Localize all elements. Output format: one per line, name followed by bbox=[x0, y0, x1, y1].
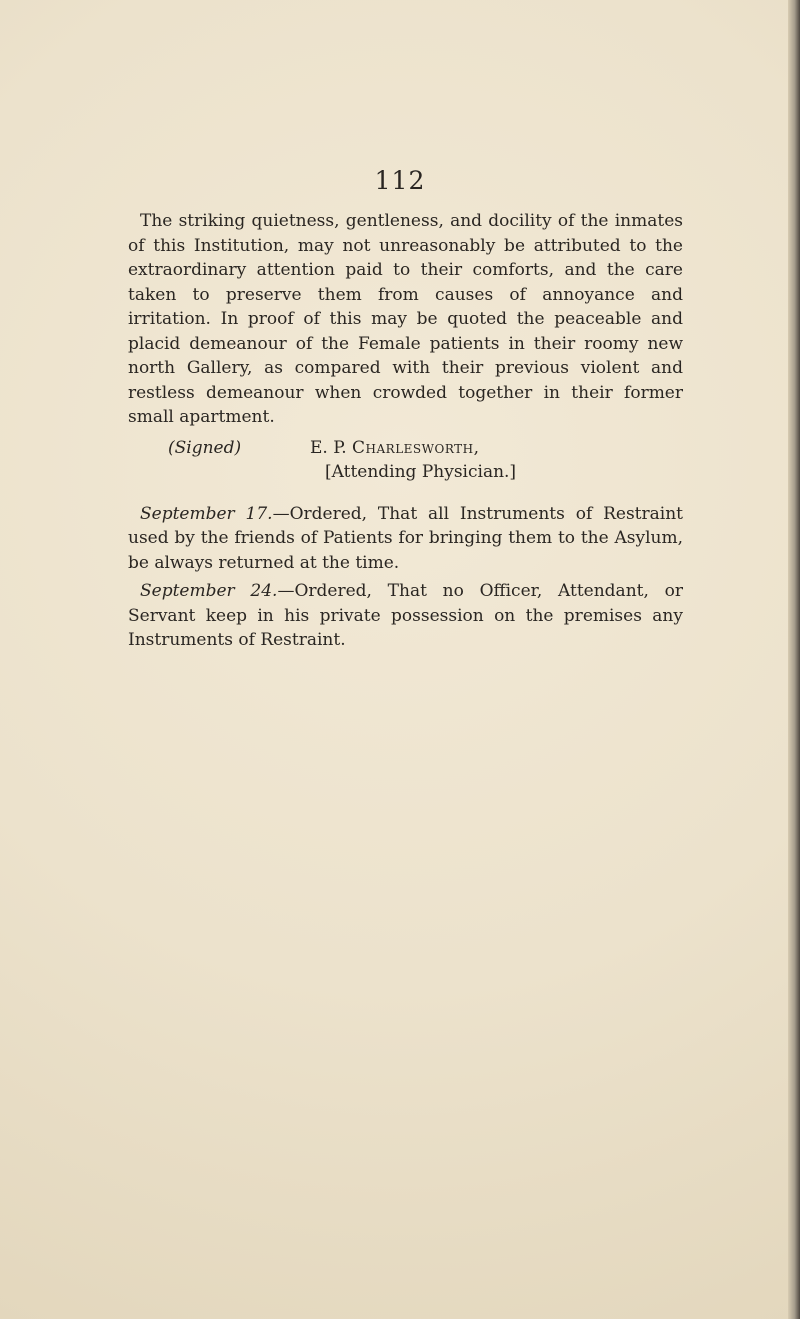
entry-date: September 17. bbox=[140, 503, 273, 524]
page-number: 112 bbox=[374, 166, 426, 195]
entry-text: —Ordered, That all Instruments of Restraint used by the friends of Patients for bringing them to the Asylum, be always returned at the time. bbox=[128, 503, 683, 573]
signature-line bbox=[128, 436, 683, 461]
entry-date: September 24. bbox=[140, 581, 278, 601]
text-block bbox=[128, 209, 683, 653]
minute-entry bbox=[128, 502, 683, 576]
signer-role: [Attending Physician.] bbox=[325, 462, 517, 482]
signer-name bbox=[310, 436, 480, 461]
minute-entry bbox=[128, 579, 683, 653]
observation-paragraph: The striking quietness, gentleness, and docility of the inmates of this Institution, may not unreasonably be attributed to the extraordinary attention paid to their comforts, and the care taken to preserve them from causes of annoyance and irritation. In proof of this may be quoted the peaceable and placid demeanour of the Female patients in their roomy new north Gallery, as compared with their previous violent and restless demeanour when crowded together in their former small apartment. bbox=[128, 211, 683, 427]
signer-surname: Charlesworth, bbox=[352, 437, 480, 458]
signer-role-line bbox=[128, 460, 683, 485]
signed-label: (Signed) bbox=[168, 437, 242, 458]
entry-text: —Ordered, That no Officer, Attendant, or Servant keep in his private possession on the premises any Instruments of Restraint. bbox=[128, 581, 683, 650]
page-binding-edge bbox=[788, 0, 800, 1319]
signer-initials: E. P. bbox=[310, 437, 347, 458]
